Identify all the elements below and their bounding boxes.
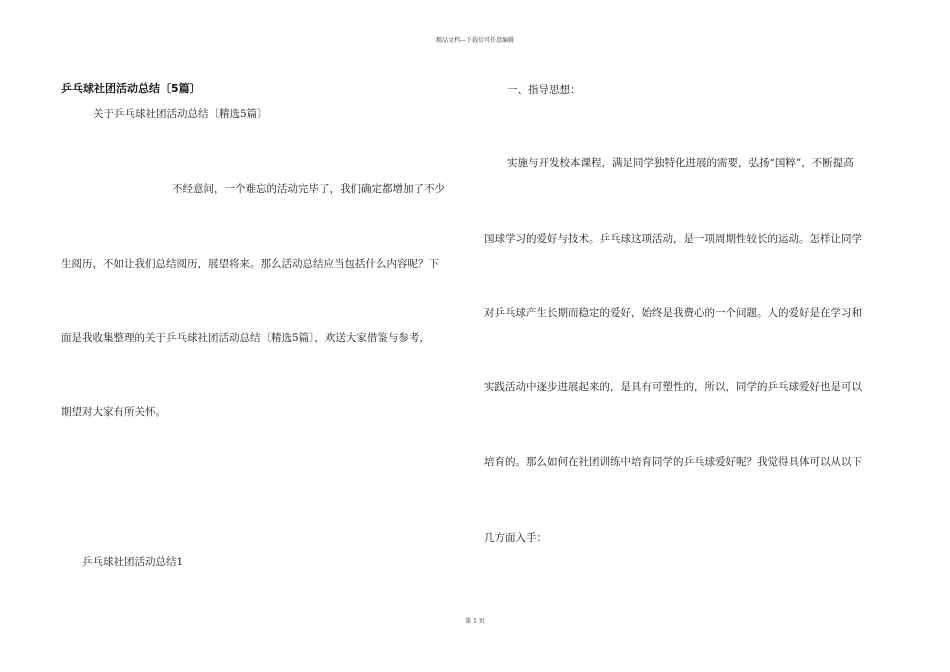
body-line-3: 对乒乓球产生长期而稳定的爱好，始终是我费心的一个问题。人的爱好是在学习和	[484, 307, 862, 319]
body-line-6: 几方面入手：	[484, 532, 547, 544]
page-header: 精品文档---下载后可任意编辑	[435, 37, 515, 44]
document-title: 乒乓球社团活动总结〔5篇〕	[61, 82, 201, 95]
intro-line-2: 生阅历，不如让我们总结阅历，展望将来。那么活动总结应当包括什么内容呢？下	[61, 258, 439, 270]
section-heading-1: 乒乓球社团活动总结1	[82, 556, 184, 568]
body-line-4: 实践活动中逐步进展起来的，是具有可塑性的，所以，同学的乒乓球爱好也是可以	[484, 381, 862, 393]
body-line-1: 实施与开发校本课程，满足同学独特化进展的需要，弘扬“国粹”，不断提高	[507, 157, 854, 169]
intro-line-3: 面是我收集整理的关于乒乓球社团活动总结〔精选5篇〕，欢送大家借鉴与参考，	[61, 332, 430, 344]
guiding-heading: 一、指导思想：	[507, 84, 581, 96]
body-line-5: 培育的。那么如何在社团训练中培育同学的乒乓球爱好呢？我觉得具体可以从以下	[484, 456, 862, 468]
intro-line-4: 期望对大家有所关怀。	[61, 406, 166, 418]
document-subtitle: 关于乒乓球社团活动总结〔精选5篇〕	[93, 108, 268, 120]
intro-line-1: 不经意间，一个难忘的活动完毕了，我们确定都增加了不少	[172, 183, 445, 195]
page-footer: 第 1 页	[465, 618, 485, 625]
body-line-2: 国球学习的爱好与技术。乒乓球这项活动，是一项周期性较长的运动。怎样让同学	[484, 233, 862, 245]
